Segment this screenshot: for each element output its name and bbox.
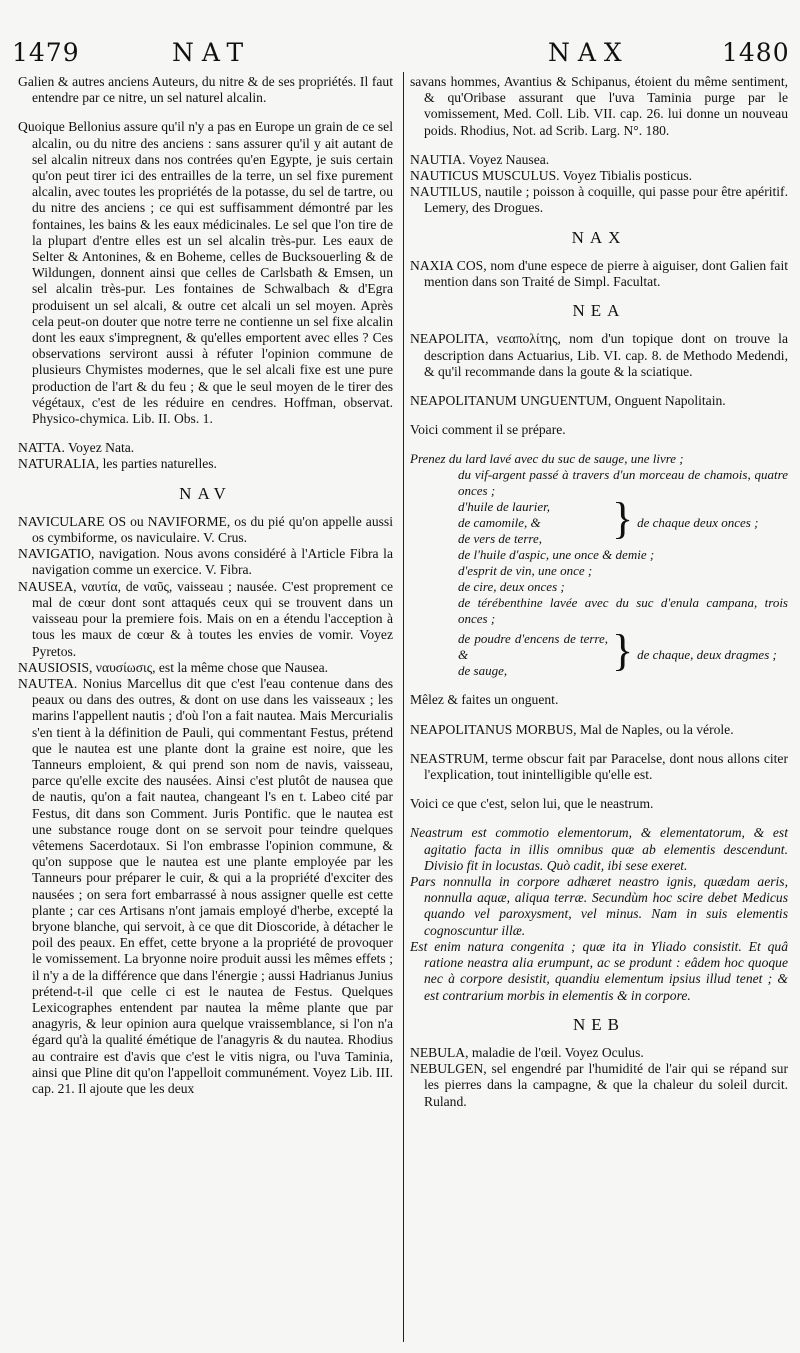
entry-navigatio: NAVIGATIO, navigation. Nous avons considéré à l'Article Fibra la navigation comme un exercice. V. Fibra. (18, 546, 393, 578)
recipe-line: d'huile de laurier, (458, 499, 550, 515)
entry-neastrum: NEASTRUM, terme obscur fait par Paracelse, dont nous allons citer l'explication, tout inintelligible qu'elle est. (410, 750, 788, 783)
section-heading: NAX (571, 227, 627, 247)
entry-nautea: NAUTEA. Nonius Marcellus dit que c'est l'eau contenue dans des peaux ou dans des outres, & dont on use dans les vaisseaux ; les marins l'appellent nautis ; d'où l'on a fait nautea. Mais Mercurialis s'en tient à la définition de Pauli, qui commentant Festus, prétend que le nautea est une plante dont la graine est noire, que les Tanneurs emploient, & qui prend son nom de navis, vaisseau, parce qu'elle excite des nausées. Ainsi c'est plutôt de nausea que de nautis, qu'on a fait nautea, changeant l's en t. Labeo cité par Festus, dit dans son Comment. Juris Pontific. que le nautea est une substance rouge dont on se servoit pour teindre quelques vêtemens Sacerdotaux. Si l'on embrasse l'opinion commune, & qu'on suppose que le nautea est une plante employée par les Tanneurs pour préparer le cuir, & qui a la propriété d'exciter des nausées ; on sera fort embarrassé à nous assigner quelle est cette plante ; car ces Artisans n'ont jamais employé d'herbe, excepté la bryone blanche, qui servoit, à ce que dit Dioscoride, à détacher le poil des peaux. En effet, cette bryone a la propriété de provoquer le vomissement. La bryonne noire produit aussi les mêmes effets ; il n'y a de la différence que dans l'énergie ; aussi Hadrianus Junius prétend-t-il que celle ci est le nautea de Festus. Quelques Lexicographes entendent par nautea la même plante que par anagyris, & leur opinion aura quelque vraissemblance, si l'on n'a égard qu'à la qualité émétique de l'anagyris & du nautea. Rhodius au contraire est d'avis que c'est le vitis nigra, ou l'uva Taminia, ainsi que Pline dit qu'on l'appelloit communément. Voyez Lib. III. cap. 21. Il ajoute que les deux (18, 675, 393, 1096)
recipe-line: de camomile, & (458, 515, 541, 531)
entry-neapolita: NEAPOLITA, νεαπολίτης, nom d'un topique dont on trouve la description dans Actuarius, Lib. VI. cap. 8. de Methodo Medendi, & qu'il recommande dans la goute & la sciatique. (410, 331, 788, 379)
entry-unguentum: NEAPOLITANUM UNGUENTUM, Onguent Napolitain. (410, 393, 726, 409)
section-heading: NEB (573, 1014, 625, 1034)
entry-text: Mêlez & faites un onguent. (410, 692, 559, 708)
left-column (18, 74, 393, 1097)
brace-glyph: } (612, 626, 634, 676)
recipe-block (410, 451, 788, 679)
recipe-line: de cire, deux onces ; (458, 579, 565, 595)
page-number-left: 1479 (12, 38, 80, 67)
entry-morbus: NEAPOLITANUS MORBUS, Mal de Naples, ou la vérole. (410, 721, 734, 737)
right-column (410, 74, 788, 1110)
recipe-line: Prenez du lard lavé avec du suc de sauge, une livre ; (410, 451, 684, 467)
entry-nausea: NAUSEA, ναυτία, de ναῦς, vaisseau ; nausée. C'est proprement ce mal de cœur dont sont attaqués ceux qui se trouvent dans un vaisseau pour la premiere fois. Mais on en a étendu l'acception à tous les maux de cœur & à toutes les envies de vomir. Voyez Pyretos. (18, 578, 393, 659)
recipe-line: du vif-argent passé à travers d'un morceau de chamois, quatre onces ; (458, 467, 788, 499)
entry-nautia: NAUTIA. Voyez Nausea. (410, 151, 550, 167)
entry-nautilus: NAUTILUS, nautile ; poisson à coquille, qui passe pour être apéritif. Lemery, des Drogues. (410, 184, 788, 216)
entry-text: Quoique Bellonius assure qu'il n'y a pas en Europe un grain de ce sel alcalin, ou du nitre des anciens : sans assurer qu'il y ait autant de sel alcalin nitreux dans nos contrées qu'en Egypte, je suis certain qu'on peut tirer ici des entrailles de la terre, un sel fixe purement alcalin, avec toutes les propriétés de la potasse, du sel de tartre, ou du nitre des anciens ; ce qui est suffisamment démontré par les fontaines, les bains & les eaux médicinales. Le sel que l'on tire de la plupart d'entre elles est un sel alcalin très-pur. Les eaux de Selter & Antonines, & en Boheme, celles de Bucksouerling & de Wildungen, donnent ainsi que celles de Carlsbath & Emsen, un sel alcalin très-pur. Les fontaines de Schwalbach & d'Egra produisent un sel alcali, & outre cet alcali un sel moyen. Après cela peut-on douter que notre terre ne contienne un sel fixe alcalin dont les eaux s'impregnent, & qu'elles emportent avec elles ? Ces observations serviront aussi à réfuter l'opinion commune de plusieurs Chymistes modernes, que le sel alcali fixe est une pure production de l'art & du feu ; & que le seul moyen de le tirer des végétaux, c'est de les réduire en cendres. Hoffman, observat. Physico-chymica. Lib. II. Obs. 1. (18, 119, 393, 427)
recipe-note: de chaque deux onces ; (637, 515, 759, 531)
section-heading: NEA (572, 301, 626, 321)
column-divider (403, 72, 404, 1342)
running-head-right: NAX (548, 38, 630, 67)
entry-text: Voici ce que c'est, selon lui, que le neastrum. (410, 796, 654, 812)
recipe-group (410, 494, 788, 547)
recipe-line: de térébenthine lavée avec du suc d'enula campana, trois onces ; (458, 595, 788, 627)
latin-quote: Neastrum est commotio elementorum, & elementatorum, & est agitatio facta in illis omnibus quæ ab elementis descendunt. Divisio fit in locustas. Quò cadit, ibi sese exeret. (410, 825, 788, 873)
entry-nauticus: NAUTICUS MUSCULUS. Voyez Tibialis posticus. (410, 168, 692, 184)
entry-nebula: NEBULA, maladie de l'œil. Voyez Oculus. (410, 1044, 644, 1060)
entry-nebulgen: NEBULGEN, sel engendré par l'humidité de l'air qui se répand sur les pierres dans la campagne, & que la chaleur du soleil durcit. Ruland. (410, 1061, 788, 1109)
running-head-left: NAT (172, 38, 252, 67)
brace-glyph: } (612, 494, 634, 544)
entry-naxia: NAXIA COS, nom d'une espece de pierre à aiguiser, dont Galien fait mention dans son Traité de Simpl. Facultat. (410, 257, 788, 290)
recipe-line: de vers de terre, (458, 531, 542, 547)
section-heading: NAV (179, 483, 232, 503)
recipe-line: d'esprit de vin, une once ; (458, 563, 593, 579)
recipe-line: de l'huile d'aspic, une once & demie ; (458, 547, 655, 563)
latin-quote: Est enim natura congenita ; quæ ita in Yliado consistit. Et quâ ratione neastra alia erumpunt, ac se produnt : eâdem hoc quoque nec à corpore desistit, quandiu elementum ipsius illud tenet ; & est contrarium morbis in elementis & in corpore. (410, 938, 788, 1003)
entry-text: Voici comment il se prépare. (410, 422, 566, 438)
recipe-group (410, 626, 788, 679)
entry-naturalia: NATURALIA, les parties naturelles. (18, 456, 217, 472)
entry-natta: NATTA. Voyez Nata. (18, 440, 135, 456)
entry-naviculare: NAVICULARE OS ou NAVIFORME, os du pié qu'on appelle aussi os cymbiforme, os naviculaire. V. Crus. (18, 513, 393, 546)
recipe-note: de chaque, deux dragmes ; (637, 647, 777, 663)
entry-text: savans hommes, Avantius & Schipanus, étoient du même sentiment, & qu'Oribase assurant que l'uva Taminia purge par le vomissement, Med. Coll. Lib. VII. cap. 26. lui donne un nouveau poids. Rhodius, Not. ad Scrib. Larg. N°. 180. (410, 74, 788, 138)
recipe-line: de poudre d'encens de terre, & (458, 631, 608, 663)
entry-text: Galien & autres anciens Auteurs, du nitre & de ses propriétés. Il faut entendre par ce nitre, un sel naturel alcalin. (18, 74, 393, 106)
page-number-right: 1480 (722, 38, 790, 67)
recipe-line: de sauge, (458, 663, 508, 679)
entry-nausiosis: NAUSIOSIS, ναυσίωσις, est la même chose que Nausea. (18, 659, 328, 675)
latin-quote: Pars nonnulla in corpore adhæret neastro ignis, quædam aeris, nonnulla aquæ, aliqua terræ. Secundùm hoc scire debet Medicus quando vel paroxysment, vel minus. Nam in suis elementis cognoscuntur illæ. (410, 874, 788, 938)
